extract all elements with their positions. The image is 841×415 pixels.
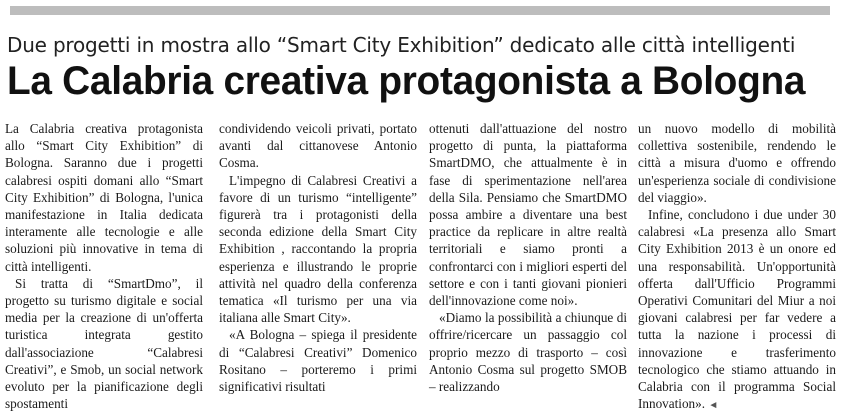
column-2-paragraph-1: condividendo veicoli privati, portato avanti dal cittanovese Antonio Cosma. <box>219 121 417 171</box>
column-1-paragraph-1: La Calabria creativa protagonista allo “Smart City Exhibition” di Bologna. Saranno due i progetti calabresi ospiti domani allo “Smart City Exhibition” di Bologna, l'unica manifestazione in Italia dedicata interamente alle tecnologie e alle soluzioni più innovative in tema di città intelligenti. <box>5 121 203 274</box>
end-of-article-marker: ◄ <box>708 400 719 412</box>
column-3-paragraph-1: ottenuti dall'attuazione del nostro progetto di punta, la piattaforma SmartDMO, che attualmente è in fase di sperimentazione nell'area della Sila. Pensiamo che SmartDMO possa ambire a diventare una best practice da replicare in altre realtà territoriali e siamo pronti a confrontarci con i migliori esperti del settore e con i tanti giovani pionieri dell'innovazione come noi». <box>429 121 627 309</box>
top-rule <box>10 6 830 15</box>
column-1-paragraph-2: Si tratta di “SmartDmo”, il progetto su turismo digitale e social media per la creazione di un'offerta turistica integrata gestito dall'associazione “Calabresi Creativi”, e Smob, un social network evoluto per la pianificazione degli spostamenti <box>5 275 203 412</box>
column-3-paragraph-2: «Diamo la possibilità a chiunque di offrire/ricercare un passaggio col proprio mezzo di trasporto – così Antonio Cosma sul progetto SMOB – realizzando <box>429 310 627 395</box>
column-2-paragraph-3: «A Bologna – spiega il presidente di “Calabresi Creativi” Domenico Rositano – porteremo i primi significativi risultati <box>219 327 417 395</box>
column-2-paragraph-2: L'impegno di Calabresi Creativi a favore di un turismo “intelligente” figurerà tra i protagonisti della seconda edizione della Smart City Exhibition , raccontando la propria esperienza e illustrando le proprie attività nel quadro della conferenza tematica «Il turismo per una via italiana alle Smart City». <box>219 172 417 326</box>
article-kicker: Due progetti in mostra allo “Smart City Exhibition” dedicato alle città intelligenti <box>7 33 796 57</box>
column-4-paragraph-1: un nuovo modello di mobilità collettiva sostenibile, rendendo le città a misura d'uomo e offrendo un'esperienza sociale di condivisione del viaggio». <box>638 121 836 205</box>
column-4-paragraph-2 <box>638 206 836 414</box>
article-headline: La Calabria creativa protagonista a Bologna <box>7 59 806 103</box>
article-column-3 <box>429 120 627 395</box>
column-4-paragraph-2-text: Infine, concludono i due under 30 calabresi «La presenza allo Smart City Exhibition 2013 è un onore ed una responsabilità. Un'opportunità offerta dall'Ufficio Programmi Operativi Comunitari del Miur a noi giovani calabresi per far vedere a tutta la nazione i processi di innovazione e trasferimento tecnologico che stiamo attuando in Calabria con il programma Social Innovation». <box>638 207 836 412</box>
article-column-4 <box>638 120 836 414</box>
article-column-1 <box>5 120 203 412</box>
article-column-2 <box>219 120 417 395</box>
